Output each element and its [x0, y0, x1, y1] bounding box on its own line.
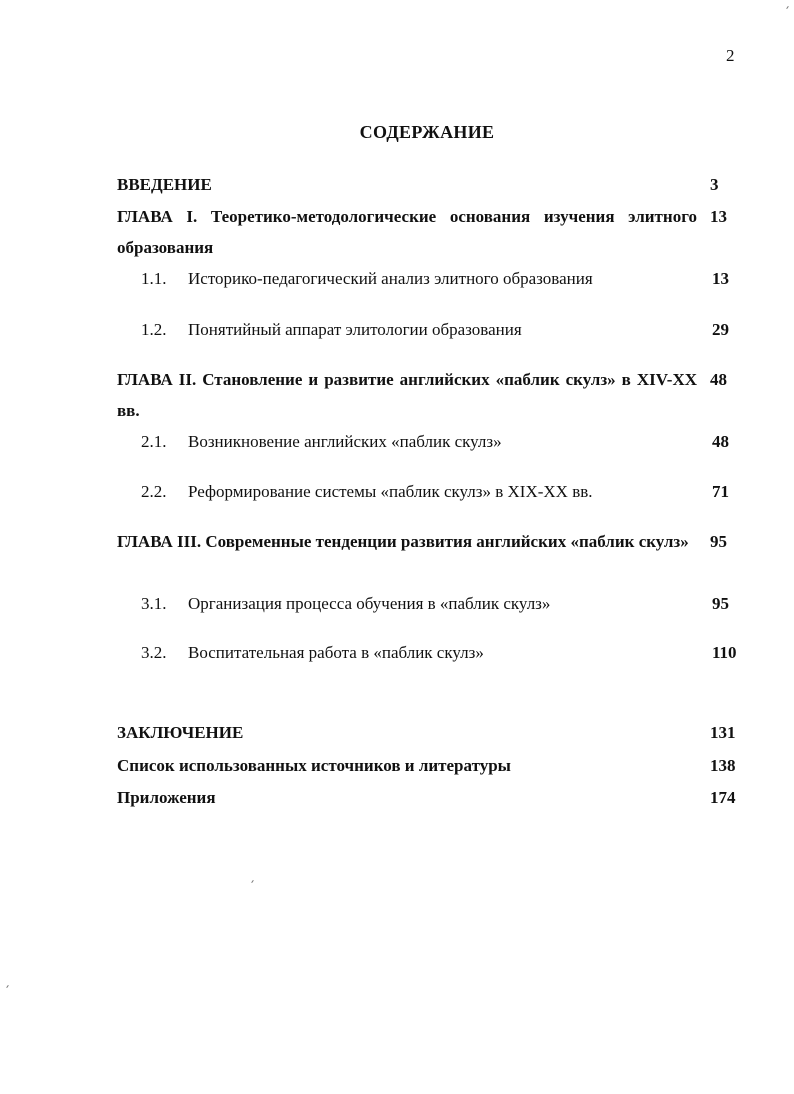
toc-section-title: Возникновение английских «паблик скулз» — [188, 432, 502, 451]
toc-chapter-page: 48 — [710, 370, 727, 389]
toc-section-title: Понятийный аппарат элитологии образования — [188, 320, 522, 339]
toc-chapter-title: ГЛАВА I. Теоретико-методологические основания изучения элитного образования — [117, 207, 697, 257]
toc-entry-page: 174 — [710, 788, 736, 807]
toc-section-number: 2.1. — [141, 432, 167, 451]
toc-entry-page: 3 — [710, 175, 719, 194]
toc-section-title: Организация процесса обучения в «паблик скулз» — [188, 594, 551, 613]
toc-section-page: 71 — [712, 482, 729, 501]
toc-section-title: Реформирование системы «паблик скулз» в XIX-XX вв. — [188, 482, 593, 501]
toc-entry-page: 131 — [710, 723, 736, 742]
toc-entry-title: Список использованных источников и литературы — [117, 756, 511, 775]
toc-section-number: 3.1. — [141, 594, 167, 613]
toc-section-page: 95 — [712, 594, 729, 613]
toc-section-number: 3.2. — [141, 643, 167, 662]
toc-entry-title: ЗАКЛЮЧЕНИЕ — [117, 723, 244, 742]
toc-section-page: 48 — [712, 432, 729, 451]
toc-entry-page: 138 — [710, 756, 736, 775]
scan-speck — [6, 985, 9, 988]
toc-chapter-title: ГЛАВА III. Современные тенденции развития английских «паблик скулз» — [117, 532, 689, 551]
toc-chapter-title: ГЛАВА II. Становление и развитие английских «паблик скулз» в XIV-XX вв. — [117, 370, 697, 420]
toc-section-title: Воспитательная работа в «паблик скулз» — [188, 643, 484, 662]
toc-chapter-page: 13 — [710, 207, 727, 226]
toc-section-page: 110 — [712, 643, 737, 662]
toc-section-page: 13 — [712, 269, 729, 288]
toc-chapter-page: 95 — [710, 532, 727, 551]
toc-section-number: 1.2. — [141, 320, 167, 339]
toc-section-page: 29 — [712, 320, 729, 339]
toc-entry-title: ВВЕДЕНИЕ — [117, 175, 212, 194]
toc-section-title: Историко-педагогический анализ элитного образования — [188, 269, 593, 288]
toc-section-number: 1.1. — [141, 269, 167, 288]
scan-speck — [251, 880, 254, 883]
toc-entry-title: Приложения — [117, 788, 216, 807]
toc-section-number: 2.2. — [141, 482, 167, 501]
page-number: 2 — [726, 46, 735, 65]
scan-speck — [786, 6, 789, 9]
toc-title: СОДЕРЖАНИЕ — [359, 122, 495, 142]
